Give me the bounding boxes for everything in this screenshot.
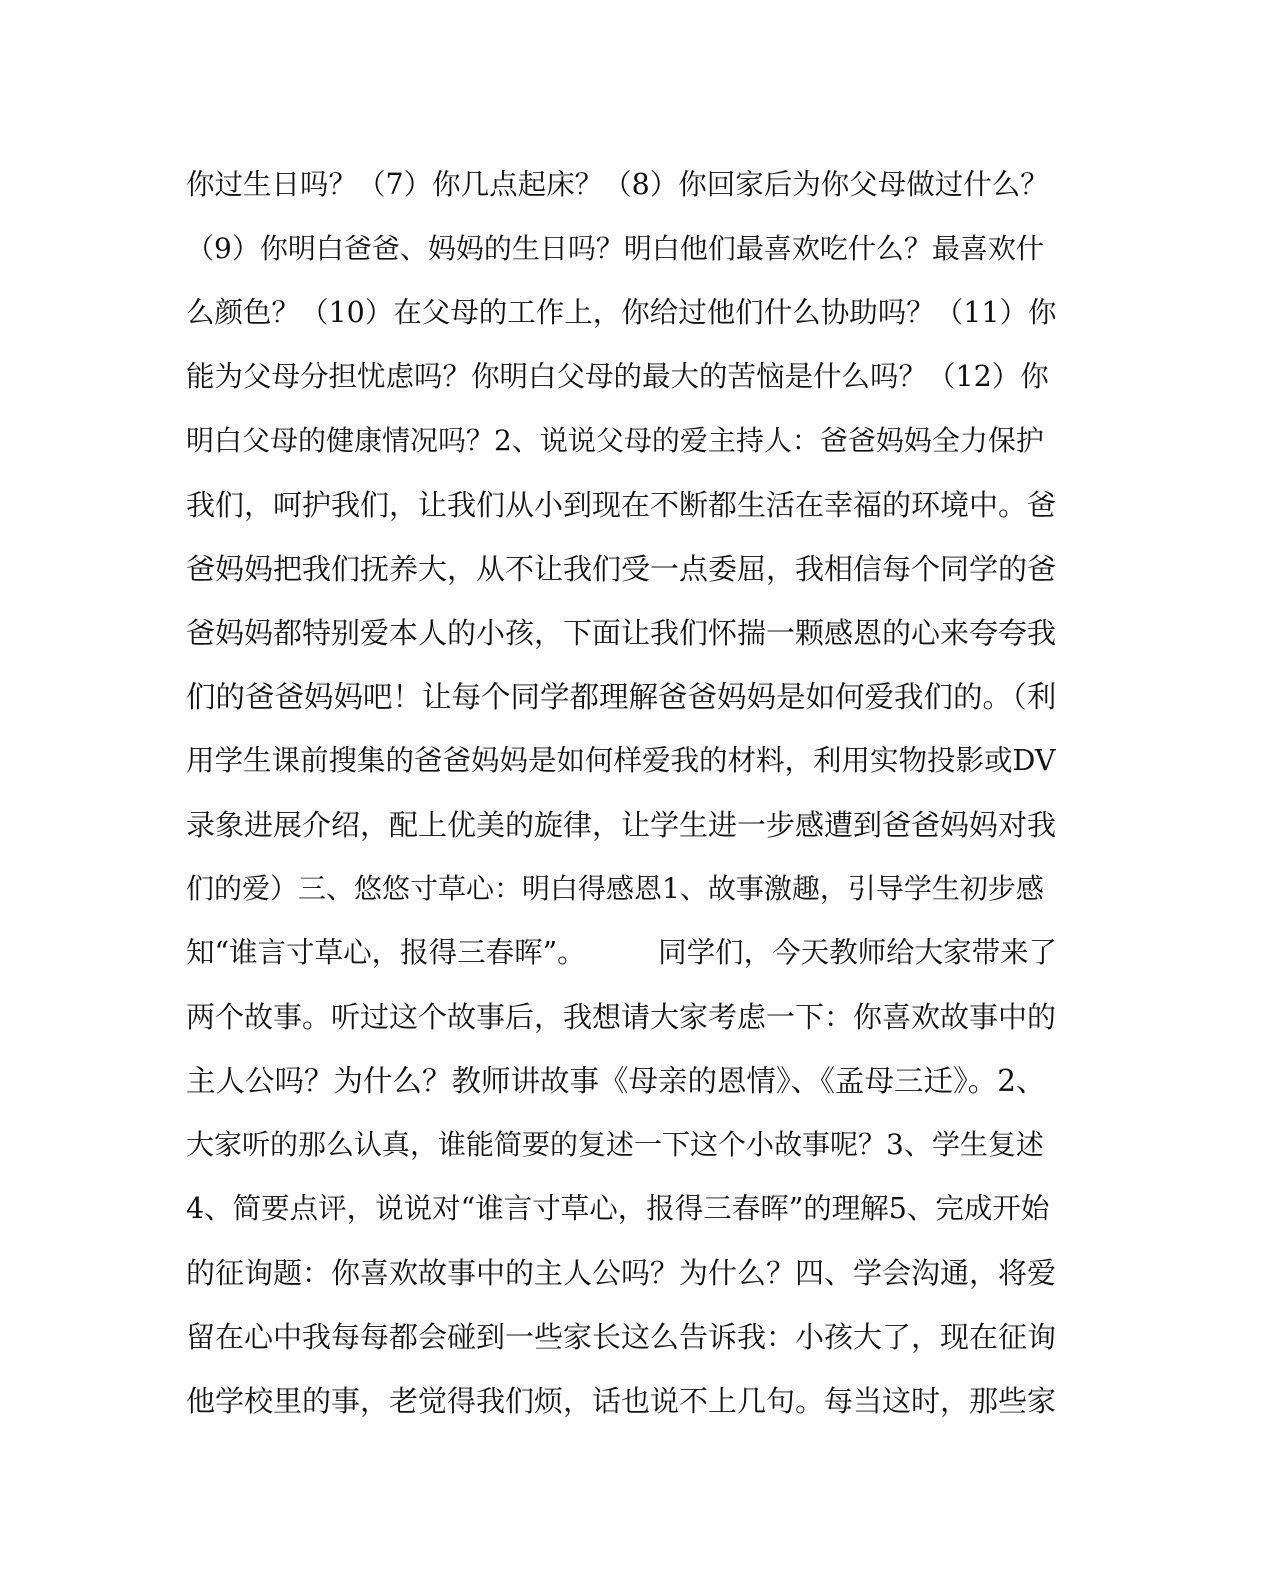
text-line: 他学校里的事，老觉得我们烦，话也说不上几句。每当这时，那些家: [186, 1384, 1057, 1418]
text-line: （9）你明白爸爸、妈妈的生日吗？明白他们最喜欢吃什么？最喜欢什: [186, 232, 1044, 265]
text-line: 我们，呵护我们，让我们从小到现在不断都生活在幸福的环境中。爸: [186, 488, 1057, 522]
text-line: 主人公吗？为什么？教师讲故事《母亲的恩情》、《孟母三迁》。2、: [186, 1064, 1046, 1098]
text-line: 么颜色？（10）在父母的工作上，你给过他们什么协助吗？（11）你: [186, 296, 1057, 329]
text-line: 录象进展介绍，配上优美的旋律，让学生进一步感遭到爸爸妈妈对我: [186, 808, 1057, 842]
text-line: 知“谁言寸草心，报得三春晖”。 同学们，今天教师给大家带来了: [186, 936, 1058, 969]
text-line: 你过生日吗？（7）你几点起床？（8）你回家后为你父母做过什么？: [186, 168, 1049, 201]
text-line: 能为父母分担忧虑吗？你明白父母的最大的苦恼是什么吗？（12）你: [186, 360, 1049, 393]
text-line: 用学生课前搜集的爸爸妈妈是如何样爱我的材料，利用实物投影或DV: [186, 744, 1056, 777]
text-line: 两个故事。听过这个故事后，我想请大家考虑一下：你喜欢故事中的: [186, 1000, 1057, 1034]
text-line: 们的爱）三、悠悠寸草心：明白得感恩1、故事激趣，引导学生初步感: [186, 872, 1044, 905]
text-line: 留在心中我每每都会碰到一些家长这么告诉我：小孩大了，现在征询: [186, 1320, 1057, 1354]
text-line: 4、简要点评，说说对“谁言寸草心，报得三春晖”的理解5、完成开始: [186, 1192, 1050, 1225]
text-line: 明白父母的健康情况吗？2、说说父母的爱主持人：爸爸妈妈全力保护: [186, 424, 1044, 457]
text-line: 大家听的那么认真，谁能简要的复述一下这个小故事呢？3、学生复述: [186, 1128, 1044, 1161]
text-line: 爸妈妈都特别爱本人的小孩，下面让我们怀揣一颗感恩的心来夸夸我: [186, 616, 1057, 650]
text-line: 的征询题：你喜欢故事中的主人公吗？为什么？四、学会沟通，将爱: [186, 1256, 1057, 1290]
text-line: 们的爸爸妈妈吧！让每个同学都理解爸爸妈妈是如何爱我们的。（利: [186, 680, 1057, 714]
text-line: 爸妈妈把我们抚养大，从不让我们受一点委屈，我相信每个同学的爸: [186, 552, 1057, 586]
